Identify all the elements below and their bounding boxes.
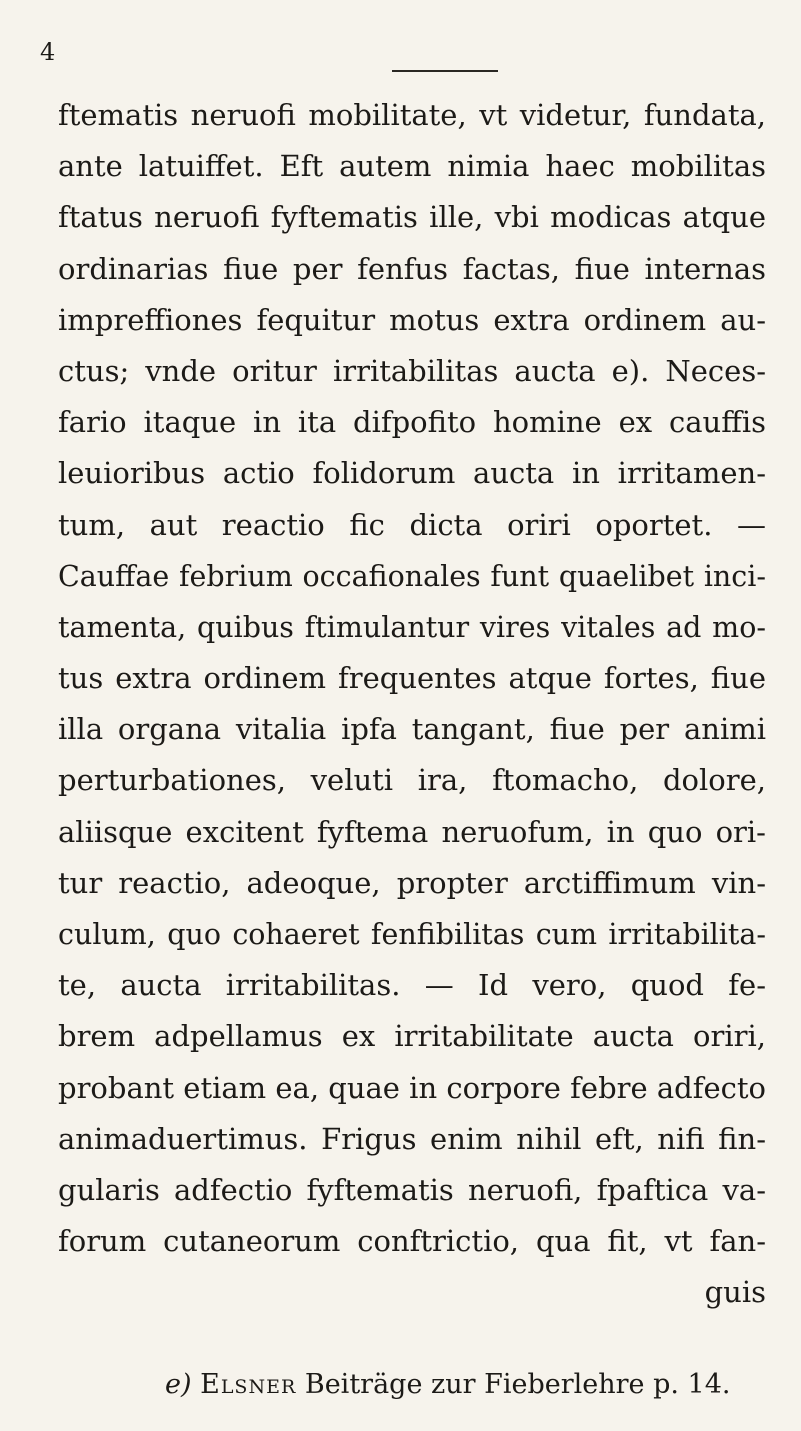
text-line: brem adpellamus ex irritabilitate aucta oriri, xyxy=(58,1019,766,1054)
header-rule xyxy=(392,70,498,72)
text-line: tum, aut reactio fic dicta oriri oportet. — xyxy=(58,507,766,542)
text-line: animaduertimus. Frigus enim nihil eft, nifi fin- xyxy=(58,1121,766,1156)
text-line: Cauffae febrium occafionales funt quaelibet inci- xyxy=(58,559,766,593)
text-line: perturbationes, veluti ira, ftomacho, dolore, xyxy=(58,763,766,798)
body-text xyxy=(58,90,766,1319)
footnote-text: Beiträge zur Fieberlehre p. 14. xyxy=(304,1369,731,1400)
text-line: aliisque excitent fyftema neruofum, in quo ori- xyxy=(58,814,766,849)
text-line: illa organa vitalia ipfa tangant, fiue per animi xyxy=(58,712,766,747)
text-line: ordinarias fiue per fenfus factas, fiue internas xyxy=(58,251,766,286)
text-line: forum cutaneorum conftrictio, qua fit, vt fan- xyxy=(58,1224,766,1259)
text-line: gularis adfectio fyftematis neruofi, fpaftica va- xyxy=(58,1172,766,1207)
text-line: ctus; vnde oritur irritabilitas aucta e). Neces- xyxy=(58,353,766,388)
footnote-marker: e) xyxy=(165,1369,192,1400)
text-line: probant etiam ea, quae in corpore febre adfecto xyxy=(58,1070,766,1105)
text-line: impreffiones fequitur motus extra ordinem au- xyxy=(58,302,766,337)
text-line: tamenta, quibus ftimulantur vires vitales ad mo- xyxy=(58,610,766,644)
text-line: fario itaque in ita difpofito homine ex cauffis xyxy=(58,405,766,440)
text-line: culum, quo cohaeret fenfibilitas cum irritabilita- xyxy=(58,918,766,951)
text-line: te, aucta irritabilitas. — Id vero, quod fe- xyxy=(58,968,766,1003)
text-line: ftatus neruofi fyftematis ille, vbi modicas atque xyxy=(58,200,766,235)
text-line: tur reactio, adeoque, propter arctiffimum vin- xyxy=(58,865,766,900)
text-line: leuioribus actio folidorum aucta in irritamen- xyxy=(58,456,766,491)
footnote-author: Elsner xyxy=(200,1369,297,1400)
page-number: 4 xyxy=(40,38,56,66)
text-line: ftematis neruofi mobilitate, vt videtur, fundata, xyxy=(58,98,766,132)
footnote xyxy=(165,1371,731,1398)
catchword: guis xyxy=(704,1275,766,1310)
text-line: tus extra ordinem frequentes atque fortes, fiue xyxy=(58,661,766,696)
text-line: ante latuiffet. Eft autem nimia haec mobilitas xyxy=(58,149,766,184)
